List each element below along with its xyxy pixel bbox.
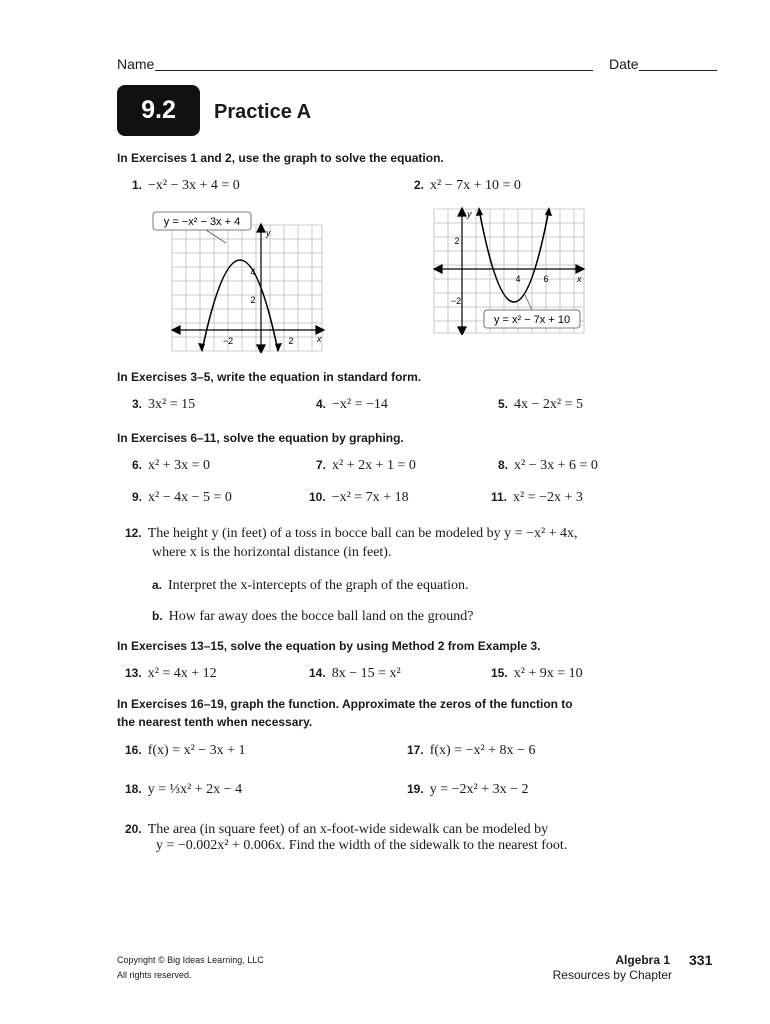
footer-copyright: Copyright © Big Ideas Learning, LLC bbox=[117, 955, 264, 965]
exercise-16 bbox=[125, 741, 246, 759]
exercise-number: 18. bbox=[125, 782, 142, 796]
exercise-number: 3. bbox=[132, 397, 143, 411]
exercise-equation: −x² = −14 bbox=[332, 397, 388, 412]
tick-y-2: 2 bbox=[250, 295, 256, 305]
exercise-equation: x² − 3x + 6 = 0 bbox=[514, 458, 598, 473]
exercise-equation: x² = 4x + 12 bbox=[147, 666, 217, 681]
exercise-number: 5. bbox=[498, 397, 509, 411]
x-axis-label: x bbox=[317, 334, 322, 344]
exercise-number: 8. bbox=[498, 458, 509, 472]
exercise-equation: −x² = 7x + 18 bbox=[331, 490, 409, 505]
graph-axes bbox=[172, 224, 324, 353]
exercise-number: 4. bbox=[316, 397, 327, 411]
tick-x-neg2: −2 bbox=[222, 336, 234, 346]
exercise-equation: −x² − 3x + 4 = 0 bbox=[148, 178, 240, 193]
instructions-ex13-15: In Exercises 13–15, solve the equation by using Method 2 from Example 3. bbox=[117, 639, 541, 653]
exercise-equation: x² − 7x + 10 = 0 bbox=[430, 178, 521, 193]
exercise-text-line1: The area (in square feet) of an x-foot-wide sidewalk can be modeled by bbox=[147, 822, 549, 837]
footer-rights: All rights reserved. bbox=[117, 970, 192, 980]
tick-y-4: 4 bbox=[250, 267, 256, 277]
exercise-number: 10. bbox=[309, 490, 326, 504]
exercise-number: 13. bbox=[125, 666, 142, 680]
exercise-equation: x² = −2x + 3 bbox=[513, 490, 583, 505]
exercise-9 bbox=[132, 488, 232, 506]
footer-book-title: Algebra 1 bbox=[615, 953, 670, 967]
exercise-19 bbox=[407, 780, 528, 798]
exercise-number: 12. bbox=[125, 526, 142, 540]
exercise-4 bbox=[316, 395, 388, 413]
exercise-7 bbox=[316, 456, 416, 474]
graph-label-pointer bbox=[206, 230, 226, 243]
exercise-8 bbox=[498, 456, 598, 474]
exercise-number: 6. bbox=[132, 458, 143, 472]
tick-x-4: 4 bbox=[515, 274, 521, 284]
exercise-equation: f(x) = x² − 3x + 1 bbox=[147, 743, 246, 758]
exercise-equation: f(x) = −x² + 8x − 6 bbox=[429, 743, 536, 758]
exercise-18 bbox=[125, 780, 242, 798]
tick-y-neg2: −2 bbox=[450, 296, 462, 306]
page-number: 331 bbox=[689, 952, 713, 968]
y-axis-label: y bbox=[266, 228, 271, 238]
exercise-equation: x² + 2x + 1 = 0 bbox=[332, 458, 416, 473]
graph-label-pointer bbox=[524, 293, 532, 310]
part-label: b. bbox=[152, 609, 163, 623]
exercise-1 bbox=[132, 176, 240, 194]
part-text: Interpret the x-intercepts of the graph of the equation. bbox=[168, 578, 469, 593]
exercise-15 bbox=[491, 664, 583, 682]
graph-equation-label: y = x² − 7x + 10 bbox=[493, 314, 571, 326]
date-label: Date bbox=[609, 56, 639, 72]
exercise-13 bbox=[125, 664, 217, 682]
instructions-ex3-5: In Exercises 3–5, write the equation in standard form. bbox=[117, 370, 422, 384]
exercise-12-line2: where x is the horizontal distance (in feet). bbox=[152, 545, 392, 560]
exercise-equation: x² − 4x − 5 = 0 bbox=[148, 490, 232, 505]
exercise-12a bbox=[152, 576, 469, 594]
part-label: a. bbox=[152, 578, 163, 592]
instructions-ex1-2: In Exercises 1 and 2, use the graph to solve the equation. bbox=[117, 151, 444, 165]
exercise-equation: 3x² = 15 bbox=[148, 397, 196, 412]
tick-x-6: 6 bbox=[543, 274, 549, 284]
exercise-number: 15. bbox=[491, 666, 508, 680]
exercise-equation: y = ⅓x² + 2x − 4 bbox=[147, 782, 243, 797]
y-axis-label: y bbox=[467, 209, 472, 219]
instructions-ex16-19-line1: In Exercises 16–19, graph the function. Approximate the zeros of the function to bbox=[117, 697, 573, 711]
exercise-20-line2: y = −0.002x² + 0.006x. Find the width of the sidewalk to the nearest foot. bbox=[156, 838, 568, 853]
exercise-14 bbox=[309, 664, 401, 682]
exercise-number: 20. bbox=[125, 822, 142, 836]
exercise-number: 17. bbox=[407, 743, 424, 757]
exercise-equation: 8x − 15 = x² bbox=[331, 666, 401, 681]
graph-equation-label: y = −x² − 3x + 4 bbox=[163, 216, 241, 228]
exercise-12 bbox=[125, 524, 578, 542]
exercise-5 bbox=[498, 395, 583, 413]
tick-y-2: 2 bbox=[454, 236, 460, 246]
instructions-ex16-19-line2: the nearest tenth when necessary. bbox=[117, 715, 313, 729]
graph-exercise-1 bbox=[148, 205, 330, 353]
page-title: Practice A bbox=[214, 101, 312, 123]
graph-exercise-2 bbox=[432, 205, 586, 335]
exercise-17 bbox=[407, 741, 535, 759]
exercise-number: 1. bbox=[132, 178, 143, 192]
graph-grid bbox=[172, 225, 322, 351]
exercise-2 bbox=[414, 176, 521, 194]
exercise-equation: x² + 3x = 0 bbox=[148, 458, 211, 473]
curve-arrow-left bbox=[476, 207, 483, 216]
exercise-11 bbox=[491, 488, 583, 506]
name-line[interactable] bbox=[155, 70, 593, 71]
exercise-20 bbox=[125, 820, 548, 838]
exercise-12b bbox=[152, 607, 473, 625]
exercise-number: 7. bbox=[316, 458, 327, 472]
exercise-equation: 4x − 2x² = 5 bbox=[514, 397, 584, 412]
exercise-number: 19. bbox=[407, 782, 424, 796]
x-axis-label: x bbox=[577, 274, 582, 284]
exercise-number: 11. bbox=[491, 490, 508, 504]
tick-x-2: 2 bbox=[288, 336, 294, 346]
exercise-number: 14. bbox=[309, 666, 326, 680]
section-badge: 9.2 bbox=[117, 85, 200, 136]
exercise-10 bbox=[309, 488, 409, 506]
footer-resources: Resources by Chapter bbox=[552, 968, 672, 982]
exercise-equation: x² + 9x = 10 bbox=[513, 666, 583, 681]
part-text: How far away does the bocce ball land on the ground? bbox=[168, 609, 474, 624]
exercise-number: 16. bbox=[125, 743, 142, 757]
instructions-ex6-11: In Exercises 6–11, solve the equation by graphing. bbox=[117, 431, 404, 445]
exercise-6 bbox=[132, 456, 210, 474]
exercise-number: 2. bbox=[414, 178, 425, 192]
exercise-equation: y = −2x² + 3x − 2 bbox=[429, 782, 529, 797]
name-label: Name bbox=[117, 56, 155, 72]
date-line[interactable] bbox=[639, 70, 717, 71]
exercise-3 bbox=[132, 395, 195, 413]
exercise-text-line1: The height y (in feet) of a toss in bocce ball can be modeled by y = −x² + 4x, bbox=[147, 526, 578, 541]
exercise-number: 9. bbox=[132, 490, 143, 504]
